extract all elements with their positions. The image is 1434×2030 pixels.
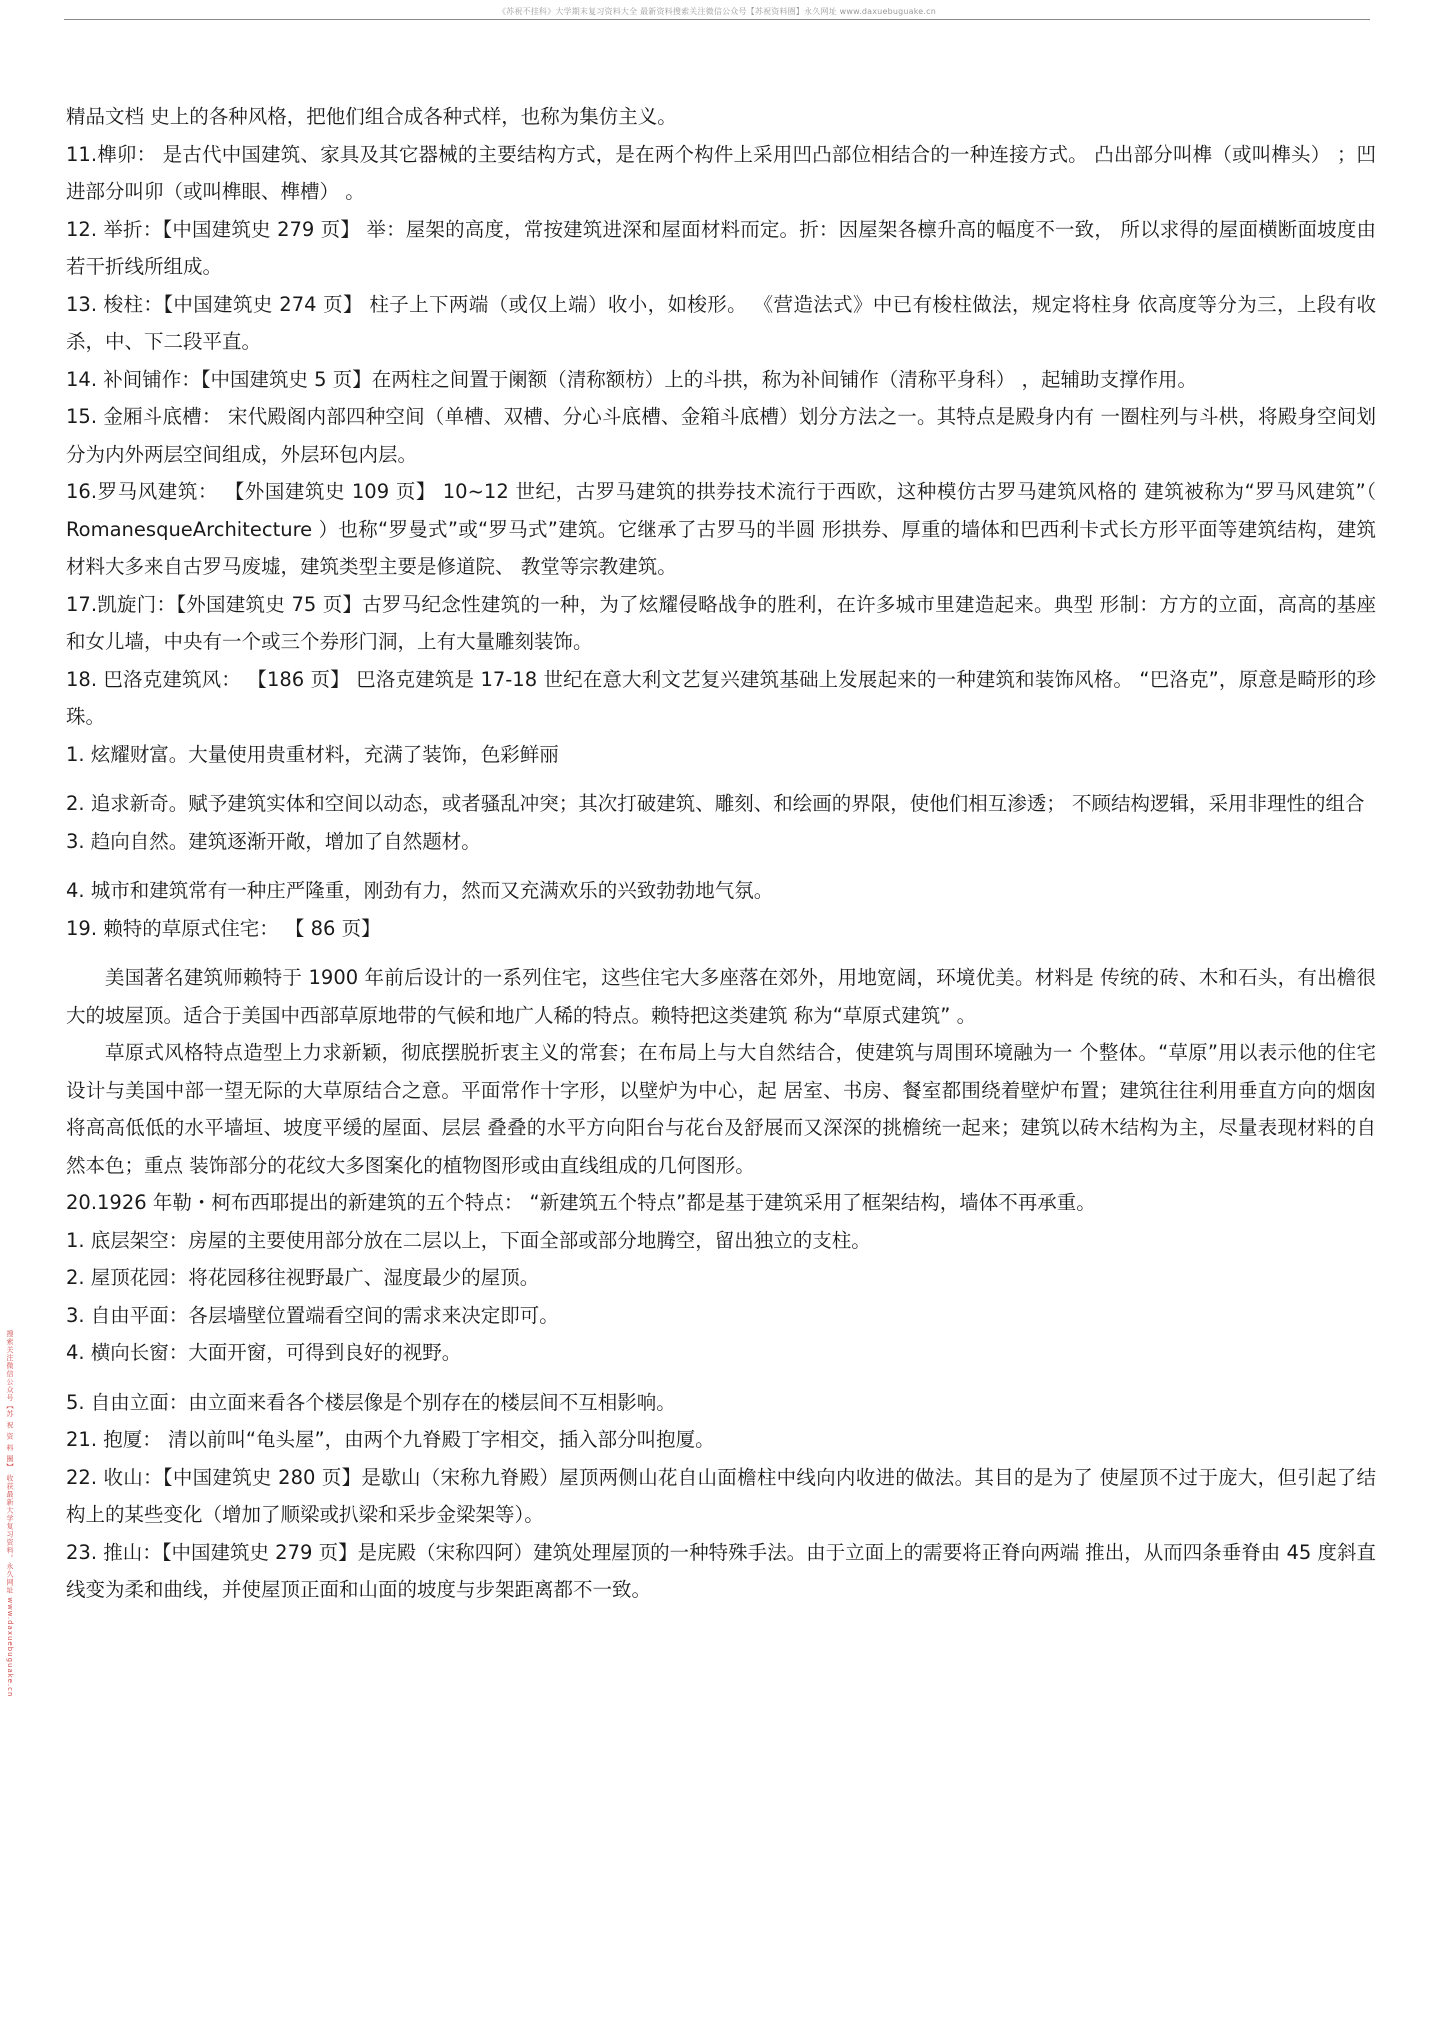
- five-points-item-1: 1. 底层架空：房屋的主要使用部分放在二层以上，下面全部或部分地腾空，留出独立的支柱。: [66, 1228, 871, 1252]
- spacer: [66, 773, 1376, 785]
- prairie-paragraph-1: 美国著名建筑师赖特于 1900 年前后设计的一系列住宅，这些住宅大多座落在郊外，用地宽阔，环境优美。材料是 传统的砖、木和石头，有出檐很大的坡屋顶。适合于美国中西部草原地带的气候和地广人稀的特点。赖特把这类建筑 称为“草原式建筑” 。: [66, 966, 1376, 1027]
- term-11-tenon-mortise: 11.榫卯： 是古代中国建筑、家具及其它器械的主要结构方式，是在两个构件上采用凹凸部位相结合的一种连接方式。 凸出部分叫榫（或叫榫头） ；凹进部分叫卯（或叫榫眼、榫槽） 。: [66, 142, 1376, 203]
- spacer: [66, 1372, 1376, 1384]
- term-16-romanesque: 16.罗马风建筑： 【外国建筑史 109 页】 10~12 世纪，古罗马建筑的拱券技术流行于西欧，这种模仿古罗马建筑风格的 建筑被称为“罗马风建筑”（ RomanesqueArchitecture ）也称“罗曼式”或“罗马式”建筑。它继承了古罗马的半圆 形拱券、厚重的墙体和巴西利卡式长方形平面等建筑结构，建筑材料大多来自古罗马废墟，建筑类型主要是修道院、 教堂等宗教建筑。: [66, 480, 1376, 578]
- baroque-point-1: 1. 炫耀财富。大量使用贵重材料，充满了装饰，色彩鲜丽: [66, 742, 559, 766]
- paragraph-intro: 精品文档 史上的各种风格，把他们组合成各种式样，也称为集仿主义。: [66, 105, 677, 128]
- term-22-shoushan: 22. 收山：【中国建筑史 280 页】是歇山（宋称九脊殿）屋顶两侧山花自山面檐柱中线向内收进的做法。其目的是为了 使屋顶不过于庞大，但引起了结构上的某些变化（增加了顺梁或扒梁和采步金梁架等）。: [66, 1465, 1376, 1526]
- term-18-baroque: 18. 巴洛克建筑风： 【186 页】 巴洛克建筑是 17-18 世纪在意大利文艺复兴建筑基础上发展起来的一种建筑和装饰风格。 “巴洛克”，原意是畸形的珍珠。: [66, 667, 1376, 728]
- baroque-point-2: 2. 追求新奇。赋予建筑实体和空间以动态，或者骚乱冲突；其次打破建筑、雕刻、和绘画的界限，使他们相互渗透； 不顾结构逻辑，采用非理性的组合: [66, 792, 1365, 815]
- term-14-bujian-puzuo: 14. 补间铺作：【中国建筑史 5 页】在两柱之间置于阑额（清称额枋）上的斗拱，称为补间铺作（清称平身科） ，起辅助支撑作用。: [66, 367, 1197, 391]
- term-12-juzhe: 12. 举折：【中国建筑史 279 页】 举：屋架的高度，常按建筑进深和屋面材料而定。折：因屋架各檩升高的幅度不一致， 所以求得的屋面横断面坡度由若干折线所组成。: [66, 217, 1376, 278]
- baroque-point-3: 3. 趋向自然。建筑逐渐开敞，增加了自然题材。: [66, 829, 481, 853]
- side-watermark: 搜索关注微信公众号【苏 祝 资 料 圈】 收获最新大学复习资料。永久网址 www.daxuebuguake.cn: [6, 1330, 14, 1698]
- five-points-item-2: 2. 屋顶花园：将花园移往视野最广、湿度最少的屋顶。: [66, 1266, 540, 1289]
- term-20-five-points: 20.1926 年勒・柯布西耶提出的新建筑的五个特点： “新建筑五个特点”都是基于建筑采用了框架结构，墙体不再承重。: [66, 1191, 1096, 1214]
- five-points-item-5: 5. 自由立面：由立面来看各个楼层像是个别存在的楼层间不互相影响。: [66, 1390, 676, 1414]
- five-points-item-3: 3. 自由平面：各层墙壁位置端看空间的需求来决定即可。: [66, 1303, 559, 1327]
- baroque-point-4: 4. 城市和建筑常有一种庄严隆重，刚劲有力，然而又充满欢乐的兴致勃勃地气氛。: [66, 879, 774, 902]
- spacer: [66, 947, 1376, 959]
- term-13-suozhu: 13. 梭柱：【中国建筑史 274 页】 柱子上下两端（或仅上端）收小，如梭形。 《营造法式》中已有梭柱做法，规定将柱身 依高度等分为三，上段有收杀，中、下二段平直。: [66, 292, 1376, 353]
- term-19-prairie-house: 19. 赖特的草原式住宅： 【 86 页】: [66, 916, 381, 940]
- term-15-jinxiang-doudicao: 15. 金厢斗底槽： 宋代殿阁内部四种空间（单槽、双槽、分心斗底槽、金箱斗底槽）划分方法之一。其特点是殿身内有 一圈柱列与斗栱，将殿身空间划分为内外两层空间组成，外层环包内层。: [66, 405, 1376, 466]
- term-23-tuishan: 23. 推山：【中国建筑史 279 页】是庑殿（宋称四阿）建筑处理屋顶的一种特殊手法。由于立面上的需要将正脊向两端 推出，从而四条垂脊由 45 度斜直线变为柔和曲线，并使屋顶正面和山面的坡度与步架距离都不一致。: [66, 1540, 1376, 1601]
- header-divider: [64, 19, 1370, 20]
- document-body: [66, 98, 1376, 1609]
- five-points-item-4: 4. 横向长窗：大面开窗，可得到良好的视野。: [66, 1341, 462, 1364]
- spacer: [66, 860, 1376, 872]
- header-watermark: 《苏祝不挂科》大学期末复习资料大全 最新资料搜索关注微信公众号【苏祝资料圈】永久网址 www.daxuebuguake.cn: [497, 7, 937, 16]
- term-21-baosha: 21. 抱厦： 清以前叫“龟头屋”，由两个九脊殿丁字相交，插入部分叫抱厦。: [66, 1428, 715, 1451]
- prairie-paragraph-2: 草原式风格特点造型上力求新颖，彻底摆脱折衷主义的常套；在布局上与大自然结合，使建筑与周围环境融为一 个整体。“草原”用以表示他的住宅设计与美国中部一望无际的大草原结合之意。平面常作十字形，以壁炉为中心，起 居室、书房、餐室都围绕着壁炉布置；建筑往往利用垂直方向的烟囱将高高低低的水平墙垣、坡度平缓的屋面、层层 叠叠的水平方向阳台与花台及舒展而又深深的挑檐统一起来；建筑以砖木结构为主，尽量表现材料的自然本色；重点 装饰部分的花纹大多图案化的植物图形或由直线组成的几何图形。: [66, 1041, 1376, 1177]
- term-17-triumphal-arch: 17.凯旋门：【外国建筑史 75 页】古罗马纪念性建筑的一种，为了炫耀侵略战争的胜利，在许多城市里建造起来。典型 形制：方方的立面，高高的基座和女儿墙，中央有一个或三个券形门洞，上有大量雕刻装饰。: [66, 592, 1376, 653]
